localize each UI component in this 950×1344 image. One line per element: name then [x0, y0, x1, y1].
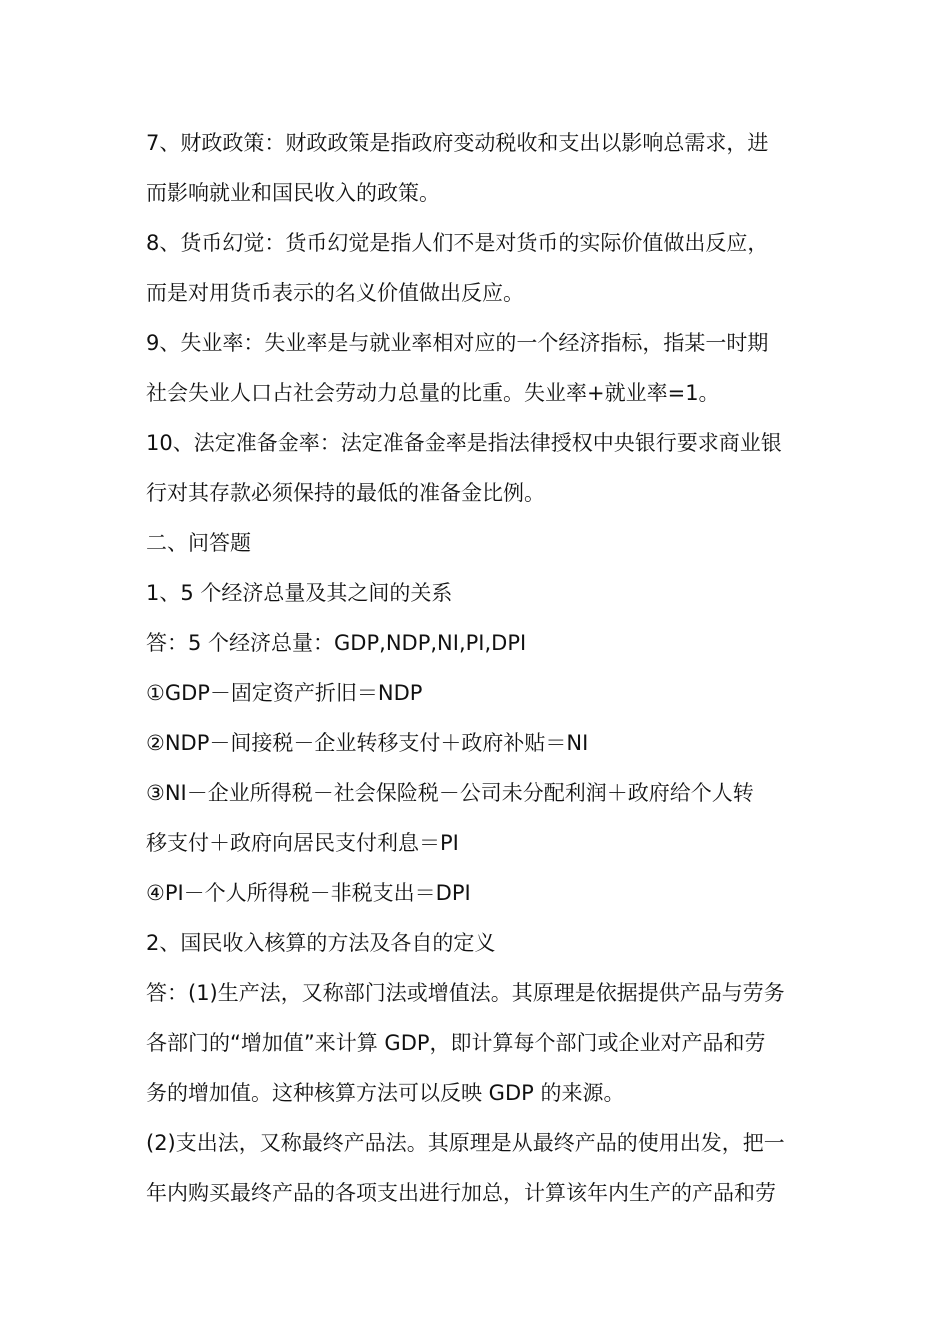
formula-4: ④PI－个人所得税－非税支出＝DPI: [146, 881, 471, 905]
text-line-3: 8、货币幻觉：货币幻觉是指人们不是对货币的实际价值做出反应，: [146, 231, 769, 255]
formula-3-part-1: ③NI－企业所得税－社会保险税－公司未分配利润＋政府给个人转: [146, 781, 754, 805]
text-line-4: 而是对用货币表示的名义价值做出反应。: [146, 281, 524, 305]
answer-2-line-3: 务的增加值。这种核算方法可以反映 GDP 的来源。: [146, 1081, 625, 1105]
formula-1: ①GDP－固定资产折旧＝NDP: [146, 681, 423, 705]
document-page: [146, 118, 810, 1218]
question-2-title: 2、国民收入核算的方法及各自的定义: [146, 931, 496, 955]
answer-2-line-4: (2)支出法，又称最终产品法。其原理是从最终产品的使用出发，把一: [146, 1131, 785, 1155]
answer-2-line-5: 年内购买最终产品的各项支出进行加总，计算该年内生产的产品和劳: [146, 1181, 776, 1205]
text-line-1: 7、财政政策：财政政策是指政府变动税收和支出以影响总需求，进: [146, 131, 769, 155]
question-1-title: 1、5 个经济总量及其之间的关系: [146, 581, 453, 605]
answer-2-line-2: 各部门的“增加值”来计算 GDP，即计算每个部门或企业对产品和劳: [146, 1031, 766, 1055]
formula-2: ②NDP－间接税－企业转移支付＋政府补贴＝NI: [146, 731, 589, 755]
text-line-8: 行对其存款必须保持的最低的准备金比例。: [146, 481, 545, 505]
answer-2-line-1: 答：(1)生产法，又称部门法或增值法。其原理是依据提供产品与劳务: [146, 981, 785, 1005]
section-heading: 二、问答题: [146, 531, 251, 555]
text-line-5: 9、失业率：失业率是与就业率相对应的一个经济指标，指某一时期: [146, 331, 769, 355]
text-line-7: 10、法定准备金率：法定准备金率是指法律授权中央银行要求商业银: [146, 431, 782, 455]
formula-3-part-2: 移支付＋政府向居民支付利息＝PI: [146, 831, 459, 855]
text-line-6: 社会失业人口占社会劳动力总量的比重。失业率+就业率=1。: [146, 381, 720, 405]
answer-1-intro: 答：5 个经济总量：GDP,NDP,NI,PI,DPI: [146, 631, 527, 655]
text-line-2: 而影响就业和国民收入的政策。: [146, 181, 440, 205]
